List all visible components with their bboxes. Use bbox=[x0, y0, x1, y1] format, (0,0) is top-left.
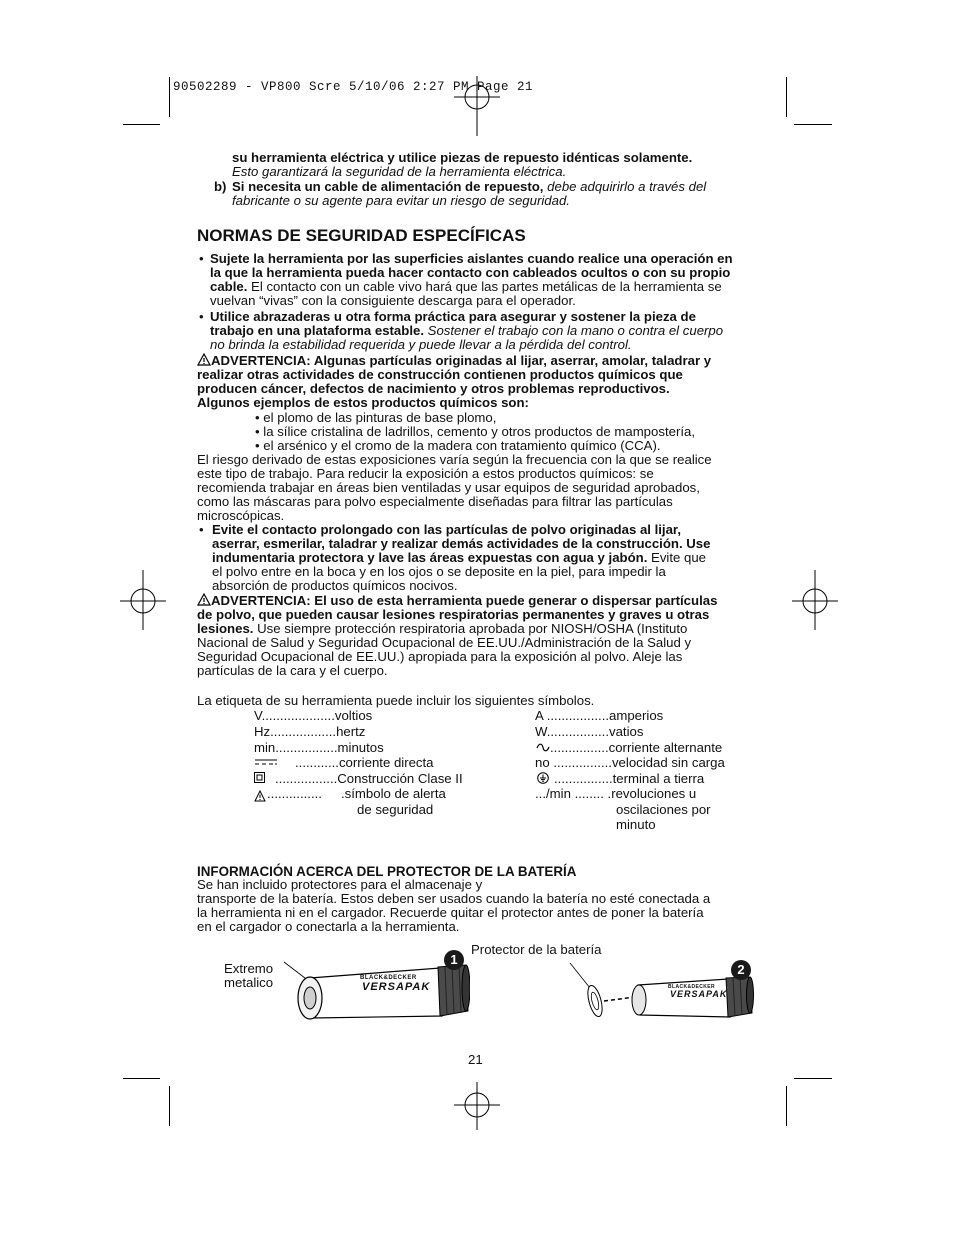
protector-line-2: transporte de la batería. Estos deben ser usados cuando la batería no esté conectada a bbox=[197, 891, 711, 906]
symbol-class-ii: .................Construcción Clase II bbox=[275, 771, 463, 786]
bullet-3-line-2: aserrar, esmerilar, taladrar y realizar demás actividades de la construcción. Use bbox=[212, 536, 711, 551]
crop-mark bbox=[794, 1078, 832, 1079]
battery-1-brand: BLACK&DECKER bbox=[360, 975, 417, 981]
figure-badge-2: 2 bbox=[731, 960, 751, 980]
symbol-earth-terminal: ................terminal a tierra bbox=[554, 771, 705, 786]
bullet-3-line-1: Evite el contacto prolongado con las partículas de polvo originadas al lijar, bbox=[212, 522, 681, 537]
warning-1-line-3: producen cáncer, defectos de nacimiento y otros problemas reproductivos. bbox=[197, 381, 670, 396]
crop-mark bbox=[123, 124, 160, 125]
print-slug: 90502289 - VP800 Scre 5/10/06 2:27 PM Page 21 bbox=[173, 80, 534, 94]
warning-2-line-3-bold: lesiones. bbox=[197, 621, 254, 636]
risk-line-5: microscópicas. bbox=[197, 508, 285, 523]
bullet-2-line-2-italic: Sostener el trabajo con la mano o contra el cuerpo bbox=[424, 323, 724, 338]
warning-2-line-2: de polvo, que pueden causar lesiones respiratorias permanentes y graves u otras bbox=[197, 607, 710, 622]
bullet-2-line-2-bold: trabajo en una plataforma estable. bbox=[210, 323, 424, 338]
warning-2-line-4: Nacional de Salud y Seguridad Ocupacional de EE.UU./Administración de la Salud y bbox=[197, 635, 692, 650]
warning-1-line-4: Algunos ejemplos de estos productos químicos son: bbox=[197, 395, 529, 410]
chemicals-list bbox=[255, 411, 695, 453]
risk-line-3: recomienda trabajar en áreas bien ventiladas y usar equipos de seguridad aprobados, bbox=[197, 480, 700, 495]
bullet-1-line-3: El contacto con un cable vivo hará que las partes metálicas de la herramienta se bbox=[247, 279, 722, 294]
symbol-rpm: .../min ........ .revoluciones u bbox=[535, 786, 697, 801]
bullet-1-line-3-bold: cable. bbox=[210, 279, 248, 294]
bullet-dot: • bbox=[199, 309, 204, 324]
bullet-1-line-1: Sujete la herramienta por las superficies aislantes cuando realice una operación en bbox=[210, 251, 733, 266]
symbol-rpm-line-2: oscilaciones por bbox=[616, 802, 711, 817]
protector-paragraph bbox=[197, 878, 710, 934]
symbol-minutes: min.................minutos bbox=[254, 740, 384, 755]
warning-2-line-5: Seguridad Ocupacional de EE.UU.) apropiada para la exposición al polvo. Aleje las bbox=[197, 649, 683, 664]
crop-mark bbox=[786, 1086, 787, 1126]
bullet-3-line-3-bold: indumentaria protectora y lave las áreas expuestas con agua y jabón. bbox=[212, 550, 648, 565]
warning-2-line-3: Use siempre protección respiratoria aprobada por NIOSH/OSHA (Instituto bbox=[253, 621, 688, 636]
warning-1-rest bbox=[197, 368, 683, 410]
bullet-3-line-3: Evite que bbox=[647, 550, 707, 565]
class-ii-icon bbox=[254, 772, 265, 783]
crop-mark bbox=[169, 77, 170, 117]
list-item: • el plomo de las pinturas de base plomo, bbox=[255, 410, 497, 425]
bullet-2 bbox=[210, 310, 723, 352]
symbol-rpm-line-3: minuto bbox=[616, 817, 656, 832]
intro-b-line bbox=[232, 180, 706, 194]
intro-line-1: su herramienta eléctrica y utilice piezas de repuesto idénticas solamente. bbox=[232, 150, 693, 165]
list-item: • el arsénico y el cromo de la madera con tratamiento químico (CCA). bbox=[255, 438, 661, 453]
intro-b-label: b) bbox=[214, 179, 227, 194]
bullet-2-line-1: Utilice abrazaderas u otra forma práctica para asegurar y sostener la pieza de bbox=[210, 309, 696, 324]
page-number: 21 bbox=[468, 1052, 483, 1067]
intro-b-italic: debe adquirirlo a través del bbox=[547, 179, 707, 194]
protector-line-3: la herramienta ni en el cargador. Recuerde quitar el protector antes de poner la batería bbox=[197, 905, 704, 920]
intro-b-italic-2: fabricante o su agente para evitar un riesgo de seguridad. bbox=[232, 193, 570, 208]
label-metal-end bbox=[224, 962, 273, 990]
intro-b-bold: Si necesita un cable de alimentación de repuesto, bbox=[232, 179, 544, 194]
registration-mark-left bbox=[120, 570, 166, 630]
symbol-alternating-current: ................corriente alternante bbox=[550, 740, 723, 755]
intro-line-2: Esto garantizará la seguridad de la herramienta eléctrica. bbox=[232, 164, 567, 179]
bullet-dot: • bbox=[199, 251, 204, 266]
crop-mark bbox=[169, 1086, 170, 1126]
registration-mark-right bbox=[792, 570, 838, 630]
figure-badge-1: 1 bbox=[444, 950, 464, 970]
warning-triangle-icon bbox=[197, 353, 211, 366]
risk-line-2: este tipo de trabajo. Para reducir la exposición a estos productos químicos: se bbox=[197, 466, 654, 481]
list-item: • la sílice cristalina de ladrillos, cemento y otros productos de mampostería, bbox=[255, 424, 695, 439]
crop-mark bbox=[786, 77, 787, 117]
bullet-2-line-3: no brinda la estabilidad requerida y puede llevar a la pérdida del control. bbox=[210, 337, 632, 352]
section-title-protector: INFORMACIÓN ACERCA DEL PROTECTOR DE LA BATERÍA bbox=[197, 864, 577, 879]
registration-mark-bottom bbox=[454, 1082, 500, 1132]
warning-triangle-icon bbox=[197, 593, 211, 606]
symbol-volts: V....................voltios bbox=[254, 708, 373, 723]
bullet-1-line-4: vuelvan “vivas” con la consiguiente descarga para el operador. bbox=[210, 293, 576, 308]
warning-1-line-1: ADVERTENCIA: Algunas partículas originadas al lijar, aserrar, amolar, taladrar y bbox=[211, 353, 712, 368]
risk-line-1: El riesgo derivado de estas exposiciones varía según la frecuencia con la que se realice bbox=[197, 452, 712, 467]
battery-2-logo: VERSAPAK bbox=[670, 989, 728, 999]
bullet-3-line-4: el polvo entre en la boca y en los ojos o se deposite en la piel, para impedir la bbox=[212, 564, 666, 579]
bullet-3-line-5: absorción de productos químicos nocivos. bbox=[212, 578, 458, 593]
symbol-no-load-speed: no ................velocidad sin carga bbox=[535, 755, 725, 770]
symbol-alert-dots: ............... bbox=[267, 786, 322, 801]
risk-line-4: como las máscaras para polvo especialmente diseñadas para filtrar las partículas bbox=[197, 494, 673, 509]
direct-current-icon bbox=[254, 757, 278, 767]
label-metal-end-1: Extremo bbox=[224, 961, 274, 976]
warning-2-rest bbox=[197, 608, 709, 678]
alternating-current-icon bbox=[536, 743, 550, 752]
crop-mark bbox=[123, 1078, 160, 1079]
bullet-1 bbox=[210, 252, 733, 308]
symbol-direct-current: ............corriente directa bbox=[295, 755, 434, 770]
symbol-amperes: A .................amperios bbox=[535, 708, 664, 723]
label-metal-end-2: metalico bbox=[224, 975, 274, 990]
symbol-alert-label-2: de seguridad bbox=[357, 802, 434, 817]
symbol-watts: W.................vatios bbox=[535, 724, 644, 739]
earth-terminal-icon bbox=[537, 772, 549, 784]
battery-2-brand: BLACK&DECKER bbox=[668, 984, 716, 990]
protector-line-4: en el cargador o conectarla a la herramienta. bbox=[197, 919, 460, 934]
warning-2-line-6: partículas de la cara y el cuerpo. bbox=[197, 663, 388, 678]
crop-mark bbox=[794, 124, 832, 125]
label-battery-protector: Protector de la batería bbox=[471, 942, 602, 957]
symbols-intro: La etiqueta de su herramienta puede incluir los siguientes símbolos. bbox=[197, 693, 595, 708]
protector-line-1: Se han incluido protectores para el almacenaje y bbox=[197, 877, 483, 892]
symbol-alert-label: .símbolo de alerta bbox=[341, 786, 446, 801]
bullet-dot: • bbox=[199, 522, 204, 537]
section-title-normas: NORMAS DE SEGURIDAD ESPECÍFICAS bbox=[197, 226, 526, 245]
battery-1-logo: VERSAPAK bbox=[362, 981, 431, 993]
bullet-3 bbox=[212, 523, 710, 593]
warning-1-line-2: realizar otras actividades de construcción contienen productos químicos que bbox=[197, 367, 683, 382]
risk-paragraph bbox=[197, 453, 712, 523]
warning-2-line-1: ADVERTENCIA: El uso de esta herramienta puede generar o dispersar partículas bbox=[211, 593, 718, 608]
symbol-hertz: Hz..................hertz bbox=[254, 724, 366, 739]
alert-symbol-icon bbox=[254, 790, 266, 802]
bullet-1-line-2: la que la herramienta pueda hacer contacto con cableados ocultos o con su propio bbox=[210, 265, 731, 280]
